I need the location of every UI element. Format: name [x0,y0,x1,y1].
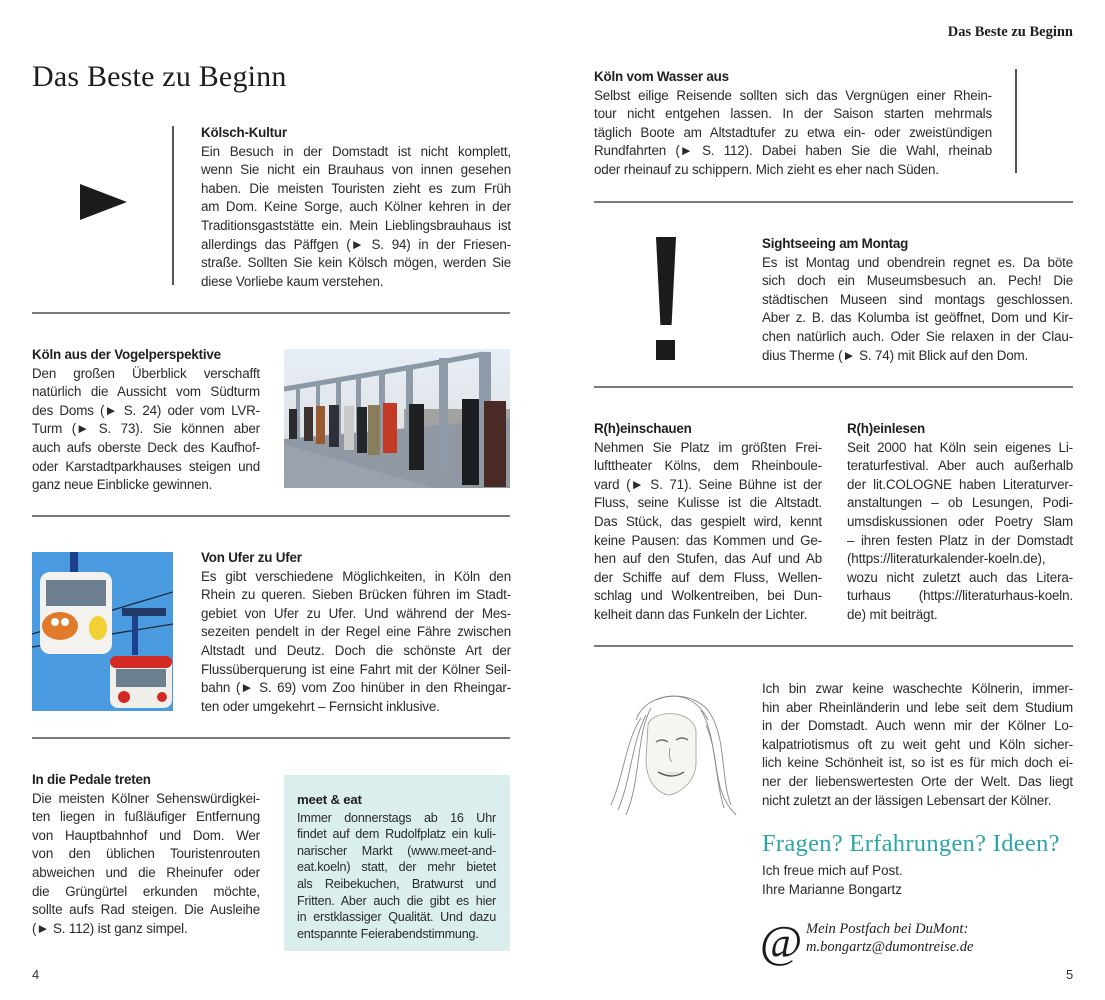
text-line: am Dom. Keine Sorge, auch Kölner kehren in der [201,199,511,215]
text-line: anstaltungen – ob Lesungen, Podi- [847,495,1073,511]
text-line: Nehmen Sie Platz im größten Frei- [594,439,822,455]
section-title: R(h)einlesen [847,421,925,436]
text-line: tour nicht entgehen lassen. In der Saison starten mehrmals [594,106,992,122]
section-pedale-treten [32,771,260,938]
text-line: ganz neue Einblicke gewinnen. [32,477,213,493]
section-text [201,143,511,292]
text-line: findet auf dem Rudolfplatz ein kuli- [297,827,496,842]
section-text [594,439,822,625]
text-line: natürlich die Aussicht vom Südturm [32,384,260,400]
text-line: oder Karstadtparkhauses steigen und [32,458,260,474]
text-line: (► S. 112) ist ganz simpel. [32,920,188,936]
horizontal-rule [594,201,1073,203]
text-line: bahn (► S. 69) vom Zoo hinüber in den Rheingar- [201,680,511,696]
text-line: Seit 2000 hat Köln sein eigenes Li- [847,439,1073,455]
section-text [762,254,1073,366]
section-von-ufer-zu-ufer [201,549,511,716]
text-line: Ich bin zwar keine waschechte Kölnerin, immer- [762,681,1073,696]
text-line: Die meisten Kölner Sehenswürdigkei- [32,790,260,806]
info-box-title: meet & eat [297,792,362,807]
text-line: von den üblichen Touristenrouten [32,846,260,862]
text-line: narischer Markt (www.meet-and- [297,843,496,858]
horizontal-rule [32,312,510,314]
exclamation-icon [656,237,676,325]
contact-text [762,862,903,899]
cable-car-photo [32,552,173,711]
section-koeln-vom-wasser [594,68,992,180]
text-line: Traditionsgaststätte ein. Mein Lieblingsbrauhaus ist [201,217,511,233]
text-line: eat.koeln) statt, der mehr bietet [297,860,496,875]
horizontal-rule [594,645,1073,647]
section-text [32,365,260,495]
text-line: vard (► S. 71). Seine Bühne ist der [594,476,822,492]
exclamation-dot [656,340,675,360]
horizontal-rule [32,515,510,517]
text-line: ten oder umgekehrt – Fernsicht inklusive. [201,698,440,714]
author-signature: Ihre Marianne Bongartz [762,881,902,897]
text-line: kalpatriotismus oft zu weit geht und Köln sicher- [762,736,1073,752]
horizontal-rule [32,737,510,739]
text-line: nicht zuletzt an der lässigen Lebensart der Kölner. [762,792,1052,808]
info-box-meet-and-eat [284,775,510,951]
text-line: Turm (► S. 73). Sie können aber [32,421,260,437]
text-line: Aber z. B. das Kolumba ist geöffnet, Dom und Kir- [762,310,1073,326]
text-line: sollte aufs Rad steigen. Die Ausleihe [32,902,260,918]
page-title: Das Beste zu Beginn [32,60,287,93]
section-title: Kölsch-Kultur [201,125,287,140]
vertical-rule [1015,69,1017,173]
running-head: Das Beste zu Beginn [947,24,1073,40]
page-number-right: 5 [1066,967,1074,982]
info-box-text [297,810,496,943]
text-line: des Doms (► S. 24) oder vom LVR- [32,402,260,418]
text-line: Das Stück, das gespielt wird, kennt [594,513,822,529]
section-title: Von Ufer zu Ufer [201,550,302,565]
text-line: Flussüberquerung ist eine Fahrt mit der Kölner Seil- [201,661,511,677]
text-line: Fluss, seine Kulisse ist die Altstadt. [594,495,822,511]
at-sign-icon: @ [760,916,803,967]
text-line: Altstadt und Deutz. Doch die schönste Art der [201,642,511,658]
text-line: schlag und Wolkentreiben, bei Dun- [594,588,822,604]
text-line: sich doch ein Museumsbesuch an. Pech! Die [762,273,1073,289]
text-line: Immer donnerstags ab 16 Uhr [297,810,496,825]
text-line: dius Therme (► S. 74) mit Blick auf den Dom. [762,347,1029,363]
text-line: de) mit beiträgt. [847,606,938,622]
text-line: lich keine Schönheit ist, so ist es für mich doch ei- [762,755,1073,771]
text-line: lufttheater Kölns, dem Rheinboule- [594,458,822,474]
contact-heading: Fragen? Erfahrungen? Ideen? [762,830,1060,857]
author-text [762,680,1073,810]
text-line: haben. Die meisten Touristen zieht es zum Früh [201,180,511,196]
text-line: Es ist Montag und obendrein regnet es. Da böte [762,254,1073,270]
mail-address-link[interactable]: m.bongartz@dumontreise.de [806,939,974,955]
text-line: Ein Besuch in der Domstadt ist nicht komplett, [201,143,511,159]
text-line: – ihren festen Platz in der Domstadt [847,532,1073,548]
text-line: entspannte Feierabendstimmung. [297,926,479,941]
text-line: in erstklassiger Qualität. Und dazu [297,910,496,925]
section-title: R(h)einschauen [594,421,692,436]
viewing-platform-photo [284,349,510,488]
text-line: keine Pausen: das Kommen und Ge- [594,532,822,548]
text-line: sezeiten pendelt in der Regel eine Fähre zwischen [201,624,511,640]
mail-label: Mein Postfach bei DuMont: [806,921,969,937]
section-title: Köln aus der Vogelperspektive [32,347,221,362]
vertical-rule [172,126,174,285]
section-koelsch-kultur [201,124,511,291]
text-line: Es gibt verschiedene Möglichkeiten, in Köln den [201,568,511,584]
author-portrait [596,680,746,825]
author-intro [762,680,1073,810]
section-vogelperspektive [32,346,260,495]
section-text [847,439,1073,625]
text-line: städtischen Museen sind montags geschlossen. [762,291,1073,307]
text-line: von Hauptbahnhof und Dom. Wer [32,827,260,843]
text-line: Fritten. Aber auch die gibt es hier [297,893,496,908]
section-title: Sightseeing am Montag [762,236,909,251]
text-line: die Grüngürtel erkunden möchte, [32,883,260,899]
text-line: abweichen und die Rheinufer oder [32,864,260,880]
section-text [32,790,260,939]
text-line: teraturfestival. Aber auch außerhalb [847,458,1073,474]
section-text [201,568,511,717]
text-line: täglich Boote am Altstadtufer zu etwa ein- oder zweistündigen [594,124,992,140]
text-line: Rundfahrten (► S. 112). Dabei haben Sie die Wahl, rheinab [594,143,992,159]
section-rheinlesen [847,420,1073,625]
text-line: auch aufs oberste Deck des Kaufhof- [32,439,260,455]
text-line: Den großen Überblick verschafft [32,365,260,381]
text-line: allerdings das Päffgen (► S. 94) in der Friesen- [201,236,511,252]
text-line: umsdiskussionen oder Poetry Slam [847,513,1073,529]
text-line: in der Domstadt. Auch wenn mir der Kölner Lo- [762,718,1073,734]
text-line: wenn Sie nicht ein Brauhaus von innen gesehen [201,162,511,178]
text-line: der Schiffe auf dem Fluss, Wellen- [594,569,822,585]
text-line: Selbst eilige Reisende sollten sich das Vergnügen einer Rhein- [594,87,992,103]
text-line: kelheit dann das Funkeln der Lichter. [594,606,808,622]
text-line: straße. Sollten Sie kein Kölsch mögen, werden Sie [201,255,511,271]
text-line: als Reibekuchen, Bratwurst und [297,876,496,891]
section-text [594,87,992,180]
text-line: Rhein zu queren. Sieben Brücken führen im Stadt- [201,587,511,603]
mail-block [806,920,973,956]
text-line: hin aber Rheinländerin und lebe seit dem Studium [762,699,1073,715]
page-number-left: 4 [32,967,40,982]
text-line: (https://literaturkalender-koeln.de), [847,551,1046,567]
text-line: oder rheinauf zu schippern. Mich zieht es eher nach Süden. [594,161,939,177]
section-title: In die Pedale treten [32,772,151,787]
horizontal-rule [594,386,1073,388]
text-line: diese Vorliebe kaum verstehen. [201,273,384,289]
text-line: gebiet von Ufer zu Ufer. Und während der Mes- [201,605,511,621]
text-line: der lit.COLOGNE haben Literaturver- [847,476,1073,492]
text-line: ten liegen in fußläufiger Entfernung [32,809,260,825]
text-line: ner der liebenswertesten Orte der Welt. Das liegt [762,773,1073,789]
text-line: hen auf den Stufen, das Auf und Ab [594,551,822,567]
contact-line-1: Ich freue mich auf Post. [762,863,903,878]
section-rheinschauen [594,420,822,625]
text-line: wozu nicht zuletzt auch das Litera- [847,569,1073,585]
section-title: Köln vom Wasser aus [594,69,729,84]
text-line: chen natürlich auch. Oder Sie relaxen in der Clau- [762,328,1073,344]
section-sightseeing-montag [762,235,1073,365]
play-triangle-icon [80,184,127,220]
text-line: turhaus (https://literaturhaus-koeln. [847,588,1073,604]
